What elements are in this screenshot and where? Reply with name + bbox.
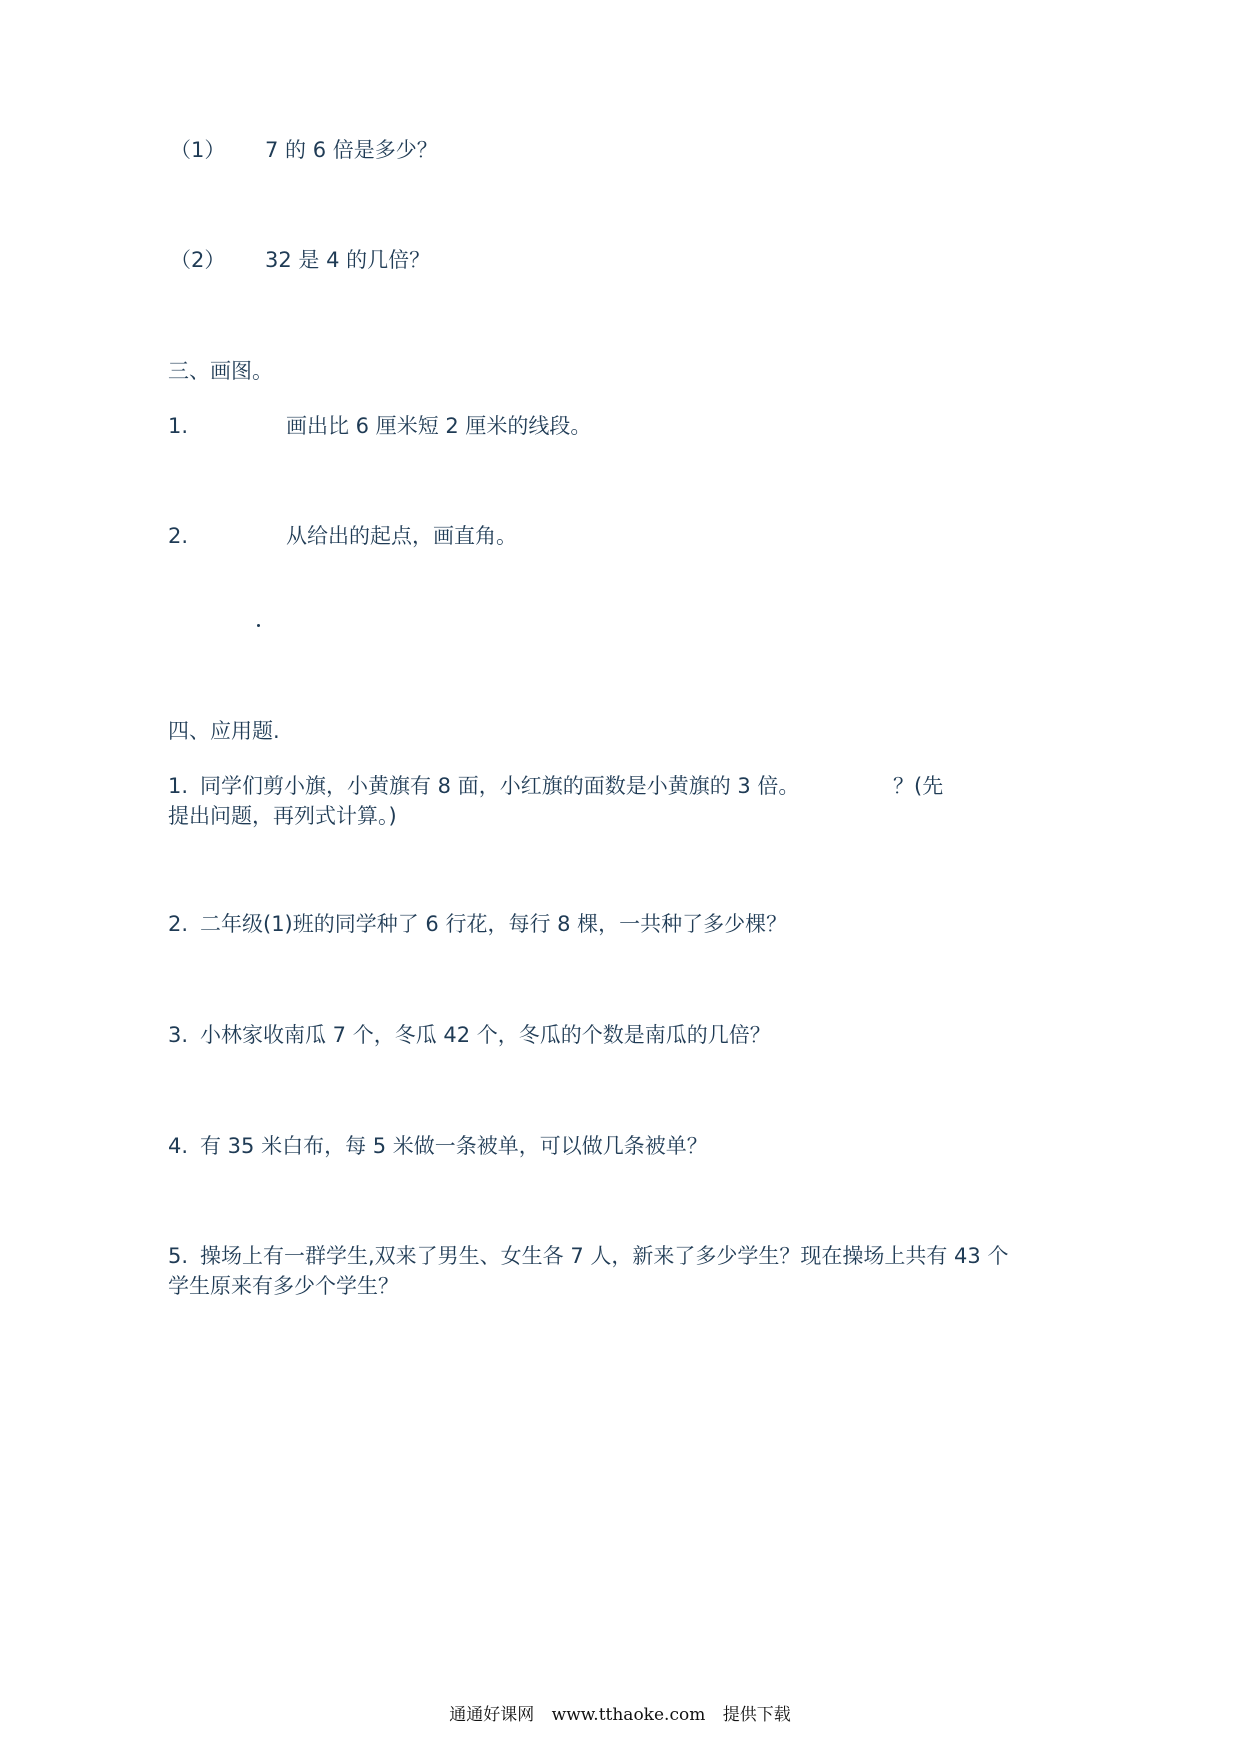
footer-suffix: 提供下载 [722, 1705, 791, 1725]
word-problem-5-number: 5. [168, 1244, 189, 1268]
word-problem-4-text: 有 35 米白布，每 5 米做一条被单，可以做几条被单？ [200, 1134, 708, 1158]
word-problem-5-line2: 学生原来有多少个学生？ [168, 1274, 399, 1298]
sub-question-1-number: （1） [170, 138, 226, 162]
drawing-question-1-number: 1. [168, 414, 189, 438]
section-4-heading: 四、应用题. [168, 719, 280, 743]
word-problem-3-number: 3. [168, 1023, 189, 1047]
word-problem-1-tail: ？(先 [893, 774, 944, 798]
drawing-question-2-number: 2. [168, 524, 189, 548]
starting-point-dot [257, 624, 260, 627]
drawing-question-1-text: 画出比 6 厘米短 2 厘米的线段。 [286, 414, 592, 438]
sub-question-2-number: （2） [170, 248, 226, 272]
sub-question-1-text: 7 的 6 倍是多少？ [265, 138, 438, 162]
section-3-heading: 三、画图。 [168, 359, 273, 383]
drawing-question-2-text: 从给出的起点，画直角。 [286, 524, 517, 548]
word-problem-1-number: 1. [168, 774, 189, 798]
footer-url[interactable]: www.tthaoke.com [551, 1705, 706, 1725]
word-problem-3-text: 小林家收南瓜 7 个，冬瓜 42 个，冬瓜的个数是南瓜的几倍？ [200, 1023, 771, 1047]
word-problem-1-line2: 提出问题，再列式计算。) [168, 804, 397, 828]
word-problem-1-text: 同学们剪小旗，小黄旗有 8 面，小红旗的面数是小黄旗的 3 倍。 [200, 774, 800, 798]
page-footer [0, 1700, 1240, 1725]
sub-question-2-text: 32 是 4 的几倍？ [265, 248, 431, 272]
footer-site-name: 通通好课网 [449, 1705, 535, 1725]
word-problem-2-number: 2. [168, 912, 189, 936]
word-problem-2-text: 二年级(1)班的同学种了 6 行花，每行 8 棵，一共种了多少棵？ [200, 912, 788, 936]
word-problem-5-text: 操场上有一群学生,双来了男生、女生各 7 人，新来了多少学生？现在操场上共有 43 个 [200, 1244, 1009, 1268]
word-problem-4-number: 4. [168, 1134, 189, 1158]
